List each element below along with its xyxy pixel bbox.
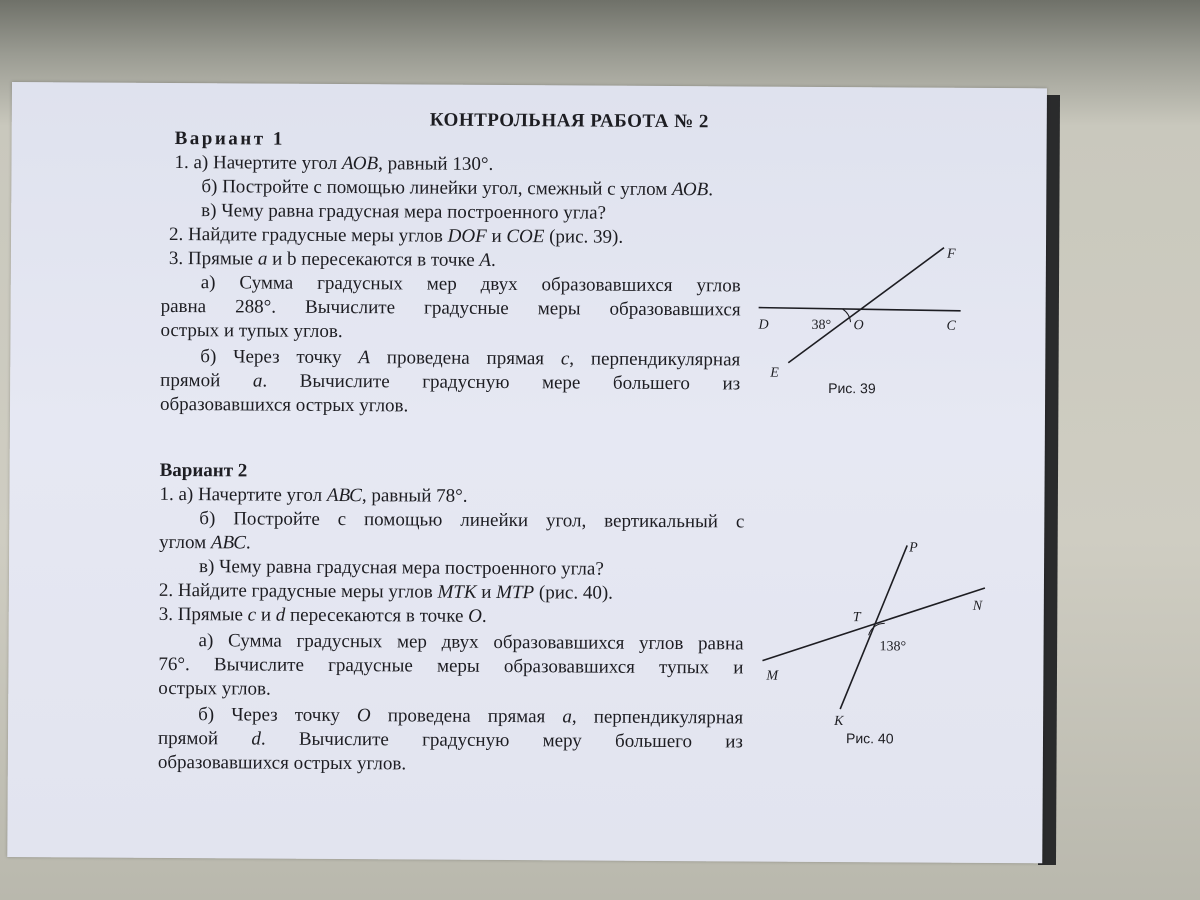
label-c: C [946, 318, 956, 334]
v2-task3-b-line2: прямой d. Вычислите градусную меру большего из [157, 727, 744, 753]
v2-task1-a: 1. а) Начертите угол АВС, равный 78°. [159, 483, 468, 507]
figure-40-caption: Рис. 40 [845, 730, 894, 747]
line-mn [762, 587, 984, 662]
v1-task3-b-line1: б) Через точку A проведена прямая c, перпендикулярная [200, 346, 741, 371]
figure-39 [748, 237, 979, 408]
label-n: N [972, 598, 983, 614]
label-k: K [834, 714, 844, 730]
label-f: F [946, 246, 956, 262]
v2-task2: 2. Найдите градусные меры углов МТК и МТР (рис. 40). [158, 579, 613, 604]
label-e: E [770, 365, 779, 381]
v2-task1-b-line1: б) Постройте с помощью линейки угол, вертикальный с [199, 508, 745, 533]
v1-task3-a-line3: острых и тупых углов. [160, 319, 343, 343]
figure-40 [756, 537, 997, 748]
figure-39-caption: Рис. 39 [828, 379, 876, 397]
page-title: КОНТРОЛЬНАЯ РАБОТА № 2 [429, 109, 710, 133]
v1-task1-a: 1. а) Начертите угол АОВ, равный 130°. [174, 151, 494, 175]
v2-task3-b-line3: образовавшихся острых углов. [157, 751, 407, 775]
v1-task3-a-line2: равна 288°. Вычислите градусные меры образовавшихся [160, 295, 741, 321]
v1-task3-b-line3: образовавшихся острых углов. [159, 393, 409, 417]
label-p: P [909, 540, 918, 556]
v1-task2: 2. Найдите градусные меры углов DOF и COE (рис. 39). [169, 223, 624, 248]
variant1-heading: Вариант 1 [174, 127, 285, 150]
label-o: O [853, 318, 864, 334]
v2-task3-intro: 3. Прямые c и d пересекаются в точке O. [158, 603, 487, 627]
angle-value-40: 138° [879, 639, 907, 655]
variant2-heading: Вариант 2 [159, 459, 248, 482]
label-m: M [766, 668, 779, 684]
v2-task1-c: в) Чему равна градусная мера построенного угла? [198, 556, 604, 580]
label-t: T [852, 610, 861, 626]
line-ef [788, 247, 944, 364]
v1-task1-b: б) Постройте с помощью линейки угол, смежный с углом АОВ. [201, 176, 714, 201]
angle-value-39: 38° [811, 317, 832, 334]
v2-task1-b-line2: углом АВС. [159, 531, 251, 554]
label-d: D [758, 317, 769, 333]
v1-task3-a-line1: а) Сумма градусных мер двух образовавшихся углов [200, 272, 741, 297]
v1-task3-b-line2: прямой a. Вычислите градусную мере большего из [160, 369, 741, 395]
v2-task3-a-line1: а) Сумма градусных мер двух образовавшихся углов равна [198, 630, 744, 655]
v1-task1-c: в) Чему равна градусная мера построенного угла? [201, 200, 607, 224]
v2-task3-a-line3: острых углов. [158, 677, 271, 700]
v2-task3-a-line2: 76°. Вычислите градусные меры образовавшихся тупых и [158, 653, 744, 679]
v1-task3-intro: 3. Прямые a и b пересекаются в точке A. [168, 247, 496, 271]
v2-task3-b-line1: б) Через точку O проведена прямая a, перпендикулярная [198, 704, 744, 729]
worksheet-page [7, 82, 1047, 863]
